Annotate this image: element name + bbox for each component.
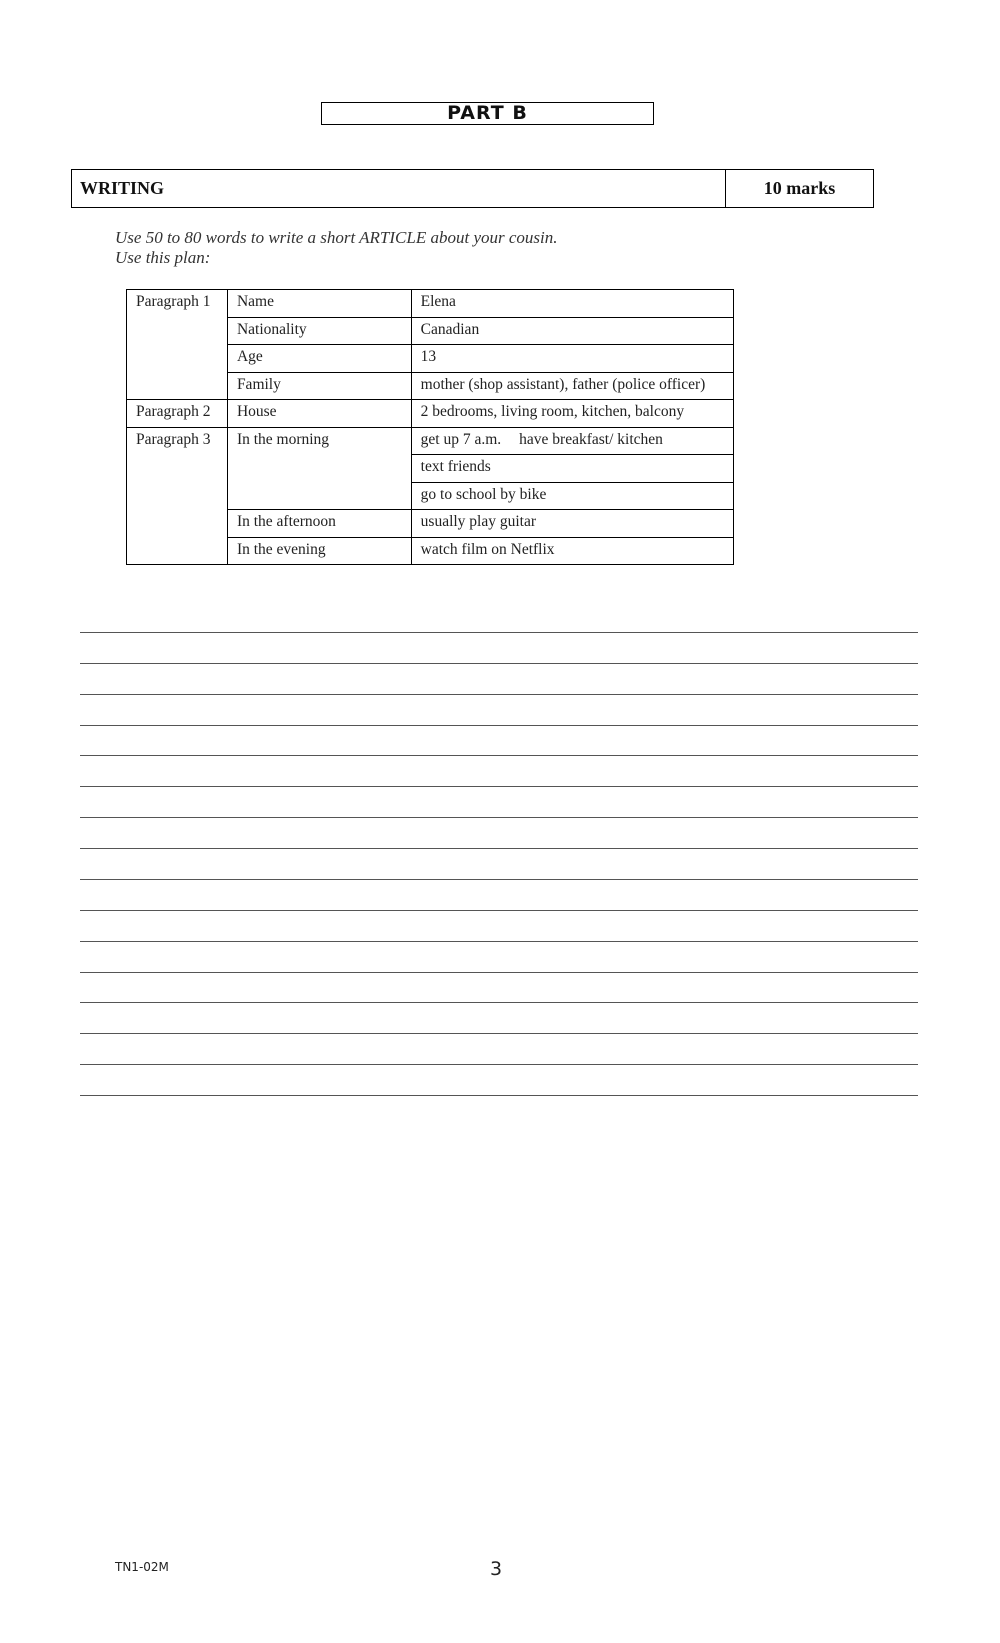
morning-value-1 xyxy=(411,427,733,455)
family-value: mother (shop assistant), father (police officer) xyxy=(411,372,733,400)
name-value: Elena xyxy=(411,290,733,318)
morning-label: In the morning xyxy=(227,427,411,510)
answer-line[interactable] xyxy=(80,1002,918,1003)
answer-line[interactable] xyxy=(80,632,918,633)
section-title: WRITING xyxy=(80,178,165,198)
document-code: TN1-02M xyxy=(115,1560,169,1574)
answer-line[interactable] xyxy=(80,972,918,973)
name-label: Name xyxy=(227,290,411,318)
answer-line[interactable] xyxy=(80,817,918,818)
answer-line[interactable] xyxy=(80,910,918,911)
answer-line[interactable] xyxy=(80,755,918,756)
table-row xyxy=(127,427,734,455)
answer-line[interactable] xyxy=(80,786,918,787)
answer-line[interactable] xyxy=(80,1033,918,1034)
page-number: 3 xyxy=(490,1558,503,1580)
morning-value-2: text friends xyxy=(411,455,733,483)
writing-section-header xyxy=(71,169,874,208)
age-label: Age xyxy=(227,345,411,373)
evening-label: In the evening xyxy=(227,537,411,565)
answer-line[interactable] xyxy=(80,694,918,695)
answer-line[interactable] xyxy=(80,941,918,942)
instruction-line-2: Use this plan: xyxy=(115,248,211,267)
nationality-value: Canadian xyxy=(411,317,733,345)
afternoon-label: In the afternoon xyxy=(227,510,411,538)
section-marks: 10 marks xyxy=(725,170,873,207)
afternoon-value: usually play guitar xyxy=(411,510,733,538)
answer-line[interactable] xyxy=(80,1064,918,1065)
morning-value-1a: get up 7 a.m. xyxy=(420,430,502,448)
evening-value: watch film on Netflix xyxy=(411,537,733,565)
answer-line[interactable] xyxy=(80,879,918,880)
table-row xyxy=(127,290,734,318)
instruction-line-1: Use 50 to 80 words to write a short ARTICLE about your cousin. xyxy=(115,228,558,247)
article-plan-table xyxy=(126,289,734,565)
nationality-label: Nationality xyxy=(227,317,411,345)
house-label: House xyxy=(227,400,411,428)
answer-line[interactable] xyxy=(80,725,918,726)
answer-line[interactable] xyxy=(80,663,918,664)
answer-line[interactable] xyxy=(80,848,918,849)
house-value: 2 bedrooms, living room, kitchen, balcony xyxy=(411,400,733,428)
table-row xyxy=(127,400,734,428)
paragraph-1-label: Paragraph 1 xyxy=(127,290,228,400)
task-instructions xyxy=(115,228,558,268)
part-b-title: PART B xyxy=(321,102,654,125)
age-value: 13 xyxy=(411,345,733,373)
paragraph-3-label: Paragraph 3 xyxy=(127,427,228,565)
paragraph-2-label: Paragraph 2 xyxy=(127,400,228,428)
answer-line[interactable] xyxy=(80,1095,918,1096)
morning-value-3: go to school by bike xyxy=(411,482,733,510)
morning-value-1b: have breakfast/ kitchen xyxy=(519,430,663,448)
family-label: Family xyxy=(227,372,411,400)
